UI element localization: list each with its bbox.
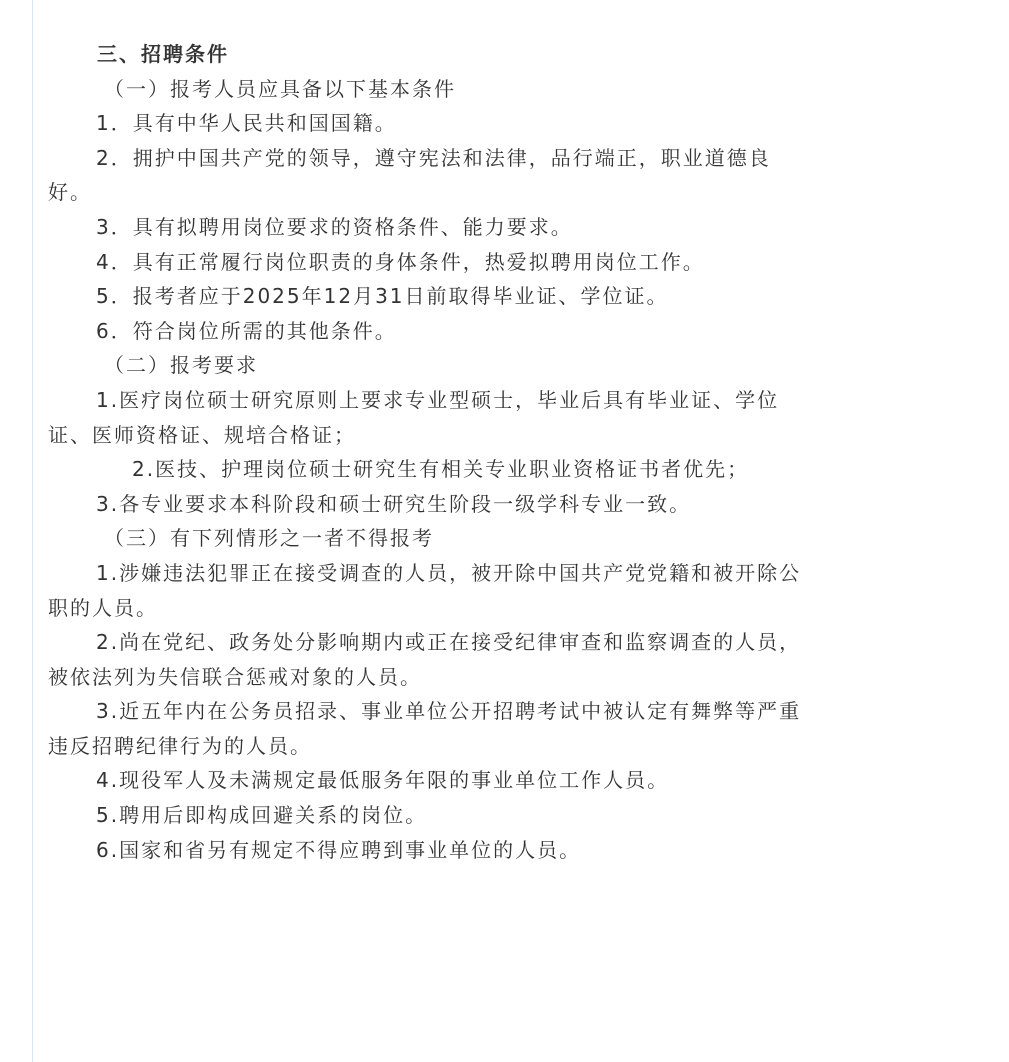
- left-border-line: [32, 0, 33, 1062]
- list-item: 5．报考者应于2025年12月31日前取得毕业证、学位证。: [96, 284, 669, 309]
- list-item: 3．具有拟聘用岗位要求的资格条件、能力要求。: [96, 214, 573, 239]
- subsection-title-basic-conditions: （一）报考人员应具备以下基本条件: [104, 76, 456, 101]
- list-item: 3.各专业要求本科阶段和硕士研究生阶段一级学科专业一致。: [96, 491, 692, 516]
- list-item: 1．具有中华人民共和国国籍。: [96, 111, 397, 136]
- list-item: 3.近五年内在公务员招录、事业单位公开招聘考试中被认定有舞弊等严重违反招聘纪律行为的人员。: [48, 699, 802, 758]
- list-item: 5.聘用后即构成回避关系的岗位。: [96, 803, 428, 828]
- list-item: 1.医疗岗位硕士研究原则上要求专业型硕士，毕业后具有毕业证、学位证、医师资格证、规培合格证；: [48, 387, 780, 447]
- section-heading: 三、招聘条件: [97, 42, 229, 66]
- list-item: 6．符合岗位所需的其他条件。: [96, 318, 397, 343]
- subsection-title-disqualifications: （三）有下列情形之一者不得报考: [104, 526, 434, 551]
- list-item: 4.现役军人及未满规定最低服务年限的事业单位工作人员。: [96, 768, 670, 793]
- list-item: 2.医技、护理岗位硕士研究生有相关专业职业资格证书者优先；: [132, 457, 750, 482]
- list-item: 2.尚在党纪、政务处分影响期内或正在接受纪律审查和监察调查的人员，被依法列为失信联合惩戒对象的人员。: [48, 630, 802, 689]
- article-body: [48, 37, 808, 867]
- subsection-title-requirements: （二）报考要求: [104, 353, 258, 378]
- list-item: 6.国家和省另有规定不得应聘到事业单位的人员。: [96, 837, 582, 862]
- list-item: 2．拥护中国共产党的领导，遵守宪法和法律，品行端正，职业道德良好。: [48, 145, 771, 205]
- list-item: 1.涉嫌违法犯罪正在接受调查的人员，被开除中国共产党党籍和被开除公职的人员。: [48, 560, 802, 620]
- list-item: 4．具有正常履行岗位职责的身体条件，热爱拟聘用岗位工作。: [96, 249, 705, 274]
